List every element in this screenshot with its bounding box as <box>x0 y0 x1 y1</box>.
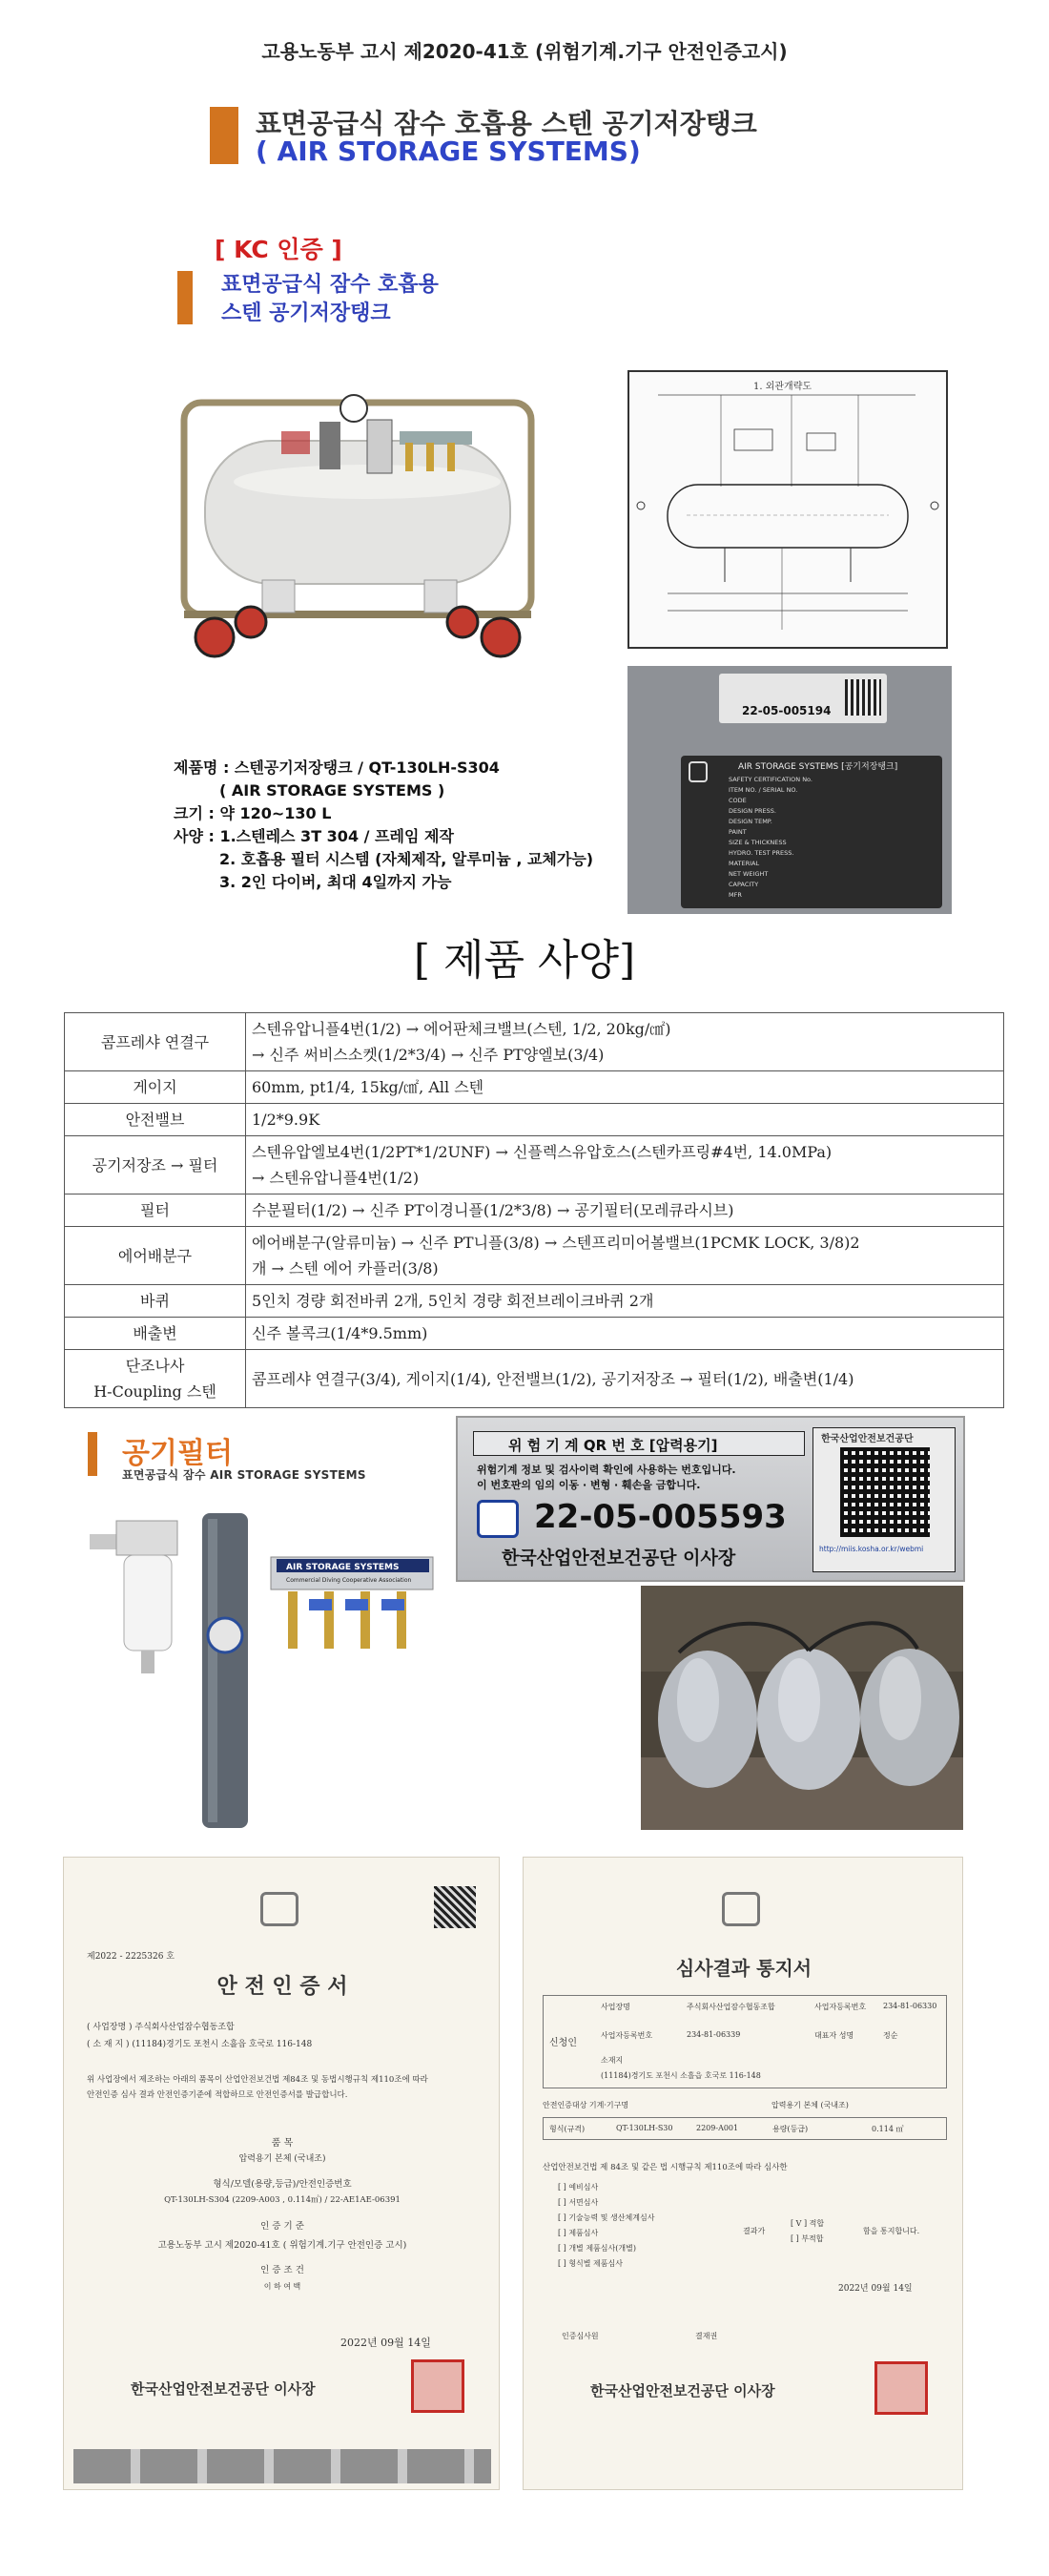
cert2-bad: [ ] 부적합 <box>791 2234 824 2243</box>
spec-row <box>65 1195 1004 1227</box>
page-subtitle: ( AIR STORAGE SYSTEMS) <box>256 135 641 167</box>
notice-header: 고용노동부 고시 제2020-41호 (위험기계.기구 안전인증고시) <box>261 40 788 63</box>
nameplate-row: NET WEIGHT <box>729 870 769 878</box>
kc-accent-bar <box>177 271 193 324</box>
filter-accent-bar <box>88 1432 97 1476</box>
product-name: 제품명 : 스텐공기저장탱크 / QT-130LH-S304 <box>174 758 500 777</box>
spec-value-line: → 스텐유압니플4번(1/2) <box>252 1169 420 1187</box>
cert1-model-value: QT-130LH-S304 (2209-A003 , 0.114㎥) / 22-AE1AE-06391 <box>164 2195 401 2205</box>
nameplate-row: CODE <box>729 797 747 804</box>
cert1-item-value: 압력용기 본체 (국내조) <box>238 2154 326 2164</box>
cert1-basis-value: 고용노동부 고시 제2020-41호 ( 위험기계.기구 안전인증 고시) <box>157 2240 407 2251</box>
nameplate-title: AIR STORAGE SYSTEMS [공기저장탱크] <box>738 762 898 772</box>
official-seal-icon <box>411 2359 464 2413</box>
spec-row <box>65 1285 1004 1318</box>
spec-value <box>246 1227 1004 1285</box>
inspection-result-notice <box>523 1857 963 2490</box>
page-title: 표면공급식 잠수 호흡용 스텐 공기저장탱크 <box>256 108 757 139</box>
nameplate-top-number: 22-05-005194 <box>742 704 832 717</box>
cert2-capacity-label: 용량(등급) <box>772 2125 809 2133</box>
nameplate-row: ITEM NO. / SERIAL NO. <box>729 786 798 794</box>
spec-value-line: 신주 볼콕크(1/4*9.5mm) <box>252 1324 428 1342</box>
spec-value-line: 에어배분구(알류미늄) → 신주 PT니플(3/8) → 스텐프리미어볼밸브(1PCMK LOCK, 3/8)2 <box>252 1234 860 1252</box>
cert2-footer-2: 결재권 <box>695 2332 718 2340</box>
spec-value-line: 5인치 경량 회전바퀴 2개, 5인치 경량 회전브레이크바퀴 2개 <box>252 1292 654 1310</box>
qr-plate-url: http://miis.kosha.or.kr/webmi <box>819 1545 924 1553</box>
cert2-capacity-value: 0.114 ㎥ <box>872 2125 904 2133</box>
qr-number-plate <box>456 1416 965 1582</box>
spec-value <box>246 1104 1004 1136</box>
cert1-address: ( 소 재 지 ) (11184)경기도 포천시 소흘읍 호국로 116-148 <box>87 2040 313 2049</box>
nameplate-photo <box>627 666 952 914</box>
cert1-basis-label: 인 증 기 준 <box>260 2221 304 2232</box>
cert2-check: [ ] 형식별 제품심사 <box>558 2259 623 2268</box>
cert2-field-label: 대표자 성명 <box>814 2031 854 2040</box>
spec-key: 게이지 <box>65 1071 246 1104</box>
cert2-footer-1: 인증심사원 <box>562 2332 599 2340</box>
cert2-model-label: 형식(규격) <box>549 2125 586 2133</box>
cert2-field-label: 사업자등록번호 <box>601 2031 653 2040</box>
cert2-check: [ ] 예비심사 <box>558 2183 599 2192</box>
qr-plate-desc-2: 이 번호판의 임의 이동 · 변형 · 훼손을 금합니다. <box>477 1479 701 1491</box>
spec-value-line: → 신주 써비스소켓(1/2*3/4) → 신주 PT양엘보(3/4) <box>252 1046 605 1064</box>
spec-row <box>65 1318 1004 1350</box>
filter-section-subtitle: 표면공급식 잠수 AIR STORAGE SYSTEMS <box>122 1468 366 1482</box>
qr-plate-number: 22-05-005593 <box>534 1498 787 1536</box>
spec-value <box>246 1195 1004 1227</box>
cert2-field-value: (11184)경기도 포천시 소흘읍 호국로 116-148 <box>601 2071 761 2080</box>
cert2-check: [ ] 개별 제품심사(개별) <box>558 2244 636 2253</box>
certificate-border-pattern <box>73 2449 491 2483</box>
cert2-title: 심사결과 통지서 <box>675 1957 812 1980</box>
spec-row <box>65 1136 1004 1195</box>
nameplate-row: PAINT <box>729 828 747 836</box>
spec-value-line: 개 → 스텐 에어 카플러(3/8) <box>252 1259 439 1278</box>
qr-code-icon <box>840 1447 930 1537</box>
nameplate-row: SAFETY CERTIFICATION No. <box>729 776 812 783</box>
cert2-notify: 함을 통지합니다. <box>863 2227 920 2235</box>
cert2-field-label: 사업장명 <box>601 2003 630 2011</box>
product-spec-3: 3. 2인 다이버, 최대 4일까지 가능 <box>219 873 452 891</box>
cert2-section-value: 압력용기 본체 (국내조) <box>771 2101 849 2109</box>
nameplate-row: DESIGN PRESS. <box>729 807 776 815</box>
cert2-applicant: 신청인 <box>549 2038 577 2048</box>
spec-row <box>65 1071 1004 1104</box>
spec-title: [ 제품 사양] <box>413 936 636 985</box>
spec-row <box>65 1104 1004 1136</box>
cert2-check: [ ] 기술능력 및 생산체계심사 <box>558 2213 655 2222</box>
kc-line-2: 스텐 공기저장탱크 <box>221 301 391 325</box>
official-seal-icon <box>874 2361 928 2415</box>
safety-certificate <box>63 1857 500 2490</box>
spec-table <box>64 1012 1004 1408</box>
spec-value-line: 60mm, pt1/4, 15kg/㎠, All 스텐 <box>252 1078 484 1096</box>
cert1-item-label: 품 목 <box>271 2138 294 2149</box>
product-spec-1: 사양 : 1.스텐레스 3T 304 / 프레임 제작 <box>174 827 454 845</box>
product-size: 크기 : 약 120~130 L <box>174 804 332 822</box>
spec-key: 바퀴 <box>65 1285 246 1318</box>
spec-value <box>246 1318 1004 1350</box>
air-filter-photo <box>90 1500 442 1843</box>
cert1-model-label: 형식/모델(용량,등급)/안전인증번호 <box>213 2179 352 2190</box>
spec-value <box>246 1136 1004 1195</box>
cert1-body-2: 안전인증 심사 결과 안전인증기준에 적합하므로 안전인증서를 발급합니다. <box>87 2090 348 2100</box>
cert2-field-label: 소재지 <box>601 2056 624 2065</box>
cert2-date: 2022년 09월 14일 <box>838 2284 913 2294</box>
cert2-result: 결과가 <box>743 2227 766 2235</box>
spec-value-line: 1/2*9.9K <box>252 1111 320 1129</box>
title-accent-bar <box>210 107 238 164</box>
cert1-issuer: 한국산업안전보건공단 이사장 <box>131 2380 316 2398</box>
product-info <box>174 757 593 894</box>
qr-plate-issuer: 한국산업안전보건공단 이사장 <box>502 1548 736 1568</box>
filter-section-title: 공기필터 <box>122 1437 233 1470</box>
spec-key: 공기저장조 → 필터 <box>65 1136 246 1195</box>
drawing-caption: 1. 외관개략도 <box>753 382 812 392</box>
qr-plate-desc-1: 위험기계 정보 및 검사이력 확인에 사용하는 번호입니다. <box>477 1464 736 1476</box>
kc-line-1: 표면공급식 잠수 호흡용 <box>221 273 439 297</box>
cert2-check: [ ] 제품심사 <box>558 2229 599 2237</box>
spec-value <box>246 1013 1004 1071</box>
nameplate-row: SIZE & THICKNESS <box>729 839 787 846</box>
kcs-logo-icon <box>477 1500 519 1538</box>
qr-code-icon <box>845 679 881 716</box>
spec-key: 단조나사 H-Coupling 스텐 <box>65 1350 246 1408</box>
cert2-field-label: 사업자등록번호 <box>814 2003 867 2011</box>
kc-certification-tag: [ KC 인증 ] <box>215 236 342 263</box>
cert1-title: 안 전 인 증 서 <box>216 1974 348 1999</box>
spec-value <box>246 1285 1004 1318</box>
cert2-field-value: 234-81-06339 <box>687 2030 741 2039</box>
cert1-number: 제2022 - 2225326 호 <box>87 1952 175 1962</box>
cert2-body: 산업안전보건법 제 84조 및 같은 법 시행규칙 제110조에 따라 심사한 <box>543 2163 788 2172</box>
cert2-check: [ ] 서면심사 <box>558 2198 599 2207</box>
kcs-mark-icon <box>722 1892 760 1926</box>
cert2-section: 안전인증대상 기계·기구명 <box>543 2101 629 2109</box>
cert1-cond-value: 이 하 여 백 <box>263 2282 301 2291</box>
cert2-issuer: 한국산업안전보건공단 이사장 <box>590 2382 775 2399</box>
product-name-en: ( AIR STORAGE SYSTEMS ) <box>219 781 445 800</box>
spec-value-line: 콤프레샤 연결구(3/4), 게이지(1/4), 안전밸브(1/2), 공기저장조 → 필터(1/2), 배출변(1/4) <box>252 1369 854 1388</box>
cert1-cond-label: 인 증 조 건 <box>260 2265 304 2275</box>
spec-row <box>65 1013 1004 1071</box>
cert1-date: 2022년 09월 14일 <box>340 2337 431 2349</box>
cert1-company: ( 사업장명 ) 주식회사산업잠수협동조합 <box>87 2023 235 2032</box>
spec-value-line: 수분필터(1/2) → 신주 PT이경니플(1/2*3/8) → 공기필터(모레큐라시브) <box>252 1201 734 1219</box>
spec-row <box>65 1227 1004 1285</box>
nameplate-row: CAPACITY <box>729 881 759 888</box>
kcs-mark-icon <box>689 761 708 782</box>
cert2-field-value: 정순 <box>883 2031 898 2040</box>
kcs-mark-icon <box>260 1892 298 1926</box>
spec-value-line: 스텐유압니플4번(1/2) → 에어판체크밸브(스텐, 1/2, 20kg/㎠) <box>252 1020 671 1038</box>
technical-drawing <box>627 370 948 649</box>
tanks-photo <box>641 1586 963 1830</box>
spec-key: 에어배분구 <box>65 1227 246 1285</box>
qr-code-icon <box>434 1886 476 1928</box>
spec-key: 필터 <box>65 1195 246 1227</box>
cert2-field-value: 234-81-06330 <box>883 2002 937 2010</box>
spec-value-line: 스텐유압엘보4번(1/2PT*1/2UNF) → 신플렉스유압호스(스텐카프링#4번, 14.0MPa) <box>252 1143 833 1161</box>
manifold-sub: Commercial Diving Cooperative Association <box>286 1577 412 1584</box>
spec-value <box>246 1350 1004 1408</box>
qr-plate-header: 위 험 기 계 QR 번 호 [압력용기] <box>508 1437 718 1454</box>
spec-key: 안전밸브 <box>65 1104 246 1136</box>
cert2-field-value: 주식회사산업잠수협동조합 <box>687 2003 775 2011</box>
cert2-model-value: QT-130LH-S30 <box>616 2124 673 2132</box>
cert2-model-code: 2209-A001 <box>696 2124 739 2132</box>
product-spec-2: 2. 호흡용 필터 시스템 (자체제작, 알루미늄 , 교체가능) <box>219 850 594 868</box>
manifold-label: AIR STORAGE SYSTEMS <box>286 1563 400 1572</box>
spec-row <box>65 1350 1004 1408</box>
spec-value <box>246 1071 1004 1104</box>
nameplate-row: MFR <box>729 891 742 899</box>
nameplate-row: MATERIAL <box>729 860 760 867</box>
spec-key: 배출변 <box>65 1318 246 1350</box>
spec-key: 콤프레샤 연결구 <box>65 1013 246 1071</box>
qr-plate-right-header: 한국산업안전보건공단 <box>821 1434 914 1444</box>
cert2-ok: [ V ] 적합 <box>791 2219 825 2228</box>
tank-product-photo <box>176 382 539 668</box>
cert1-body-1: 위 사업장에서 제조하는 아래의 품목이 산업안전보건법 제84조 및 동법시행규칙 제110조에 따라 <box>87 2075 428 2085</box>
nameplate-row: DESIGN TEMP. <box>729 818 772 825</box>
nameplate-row: HYDRO. TEST PRESS. <box>729 849 794 857</box>
